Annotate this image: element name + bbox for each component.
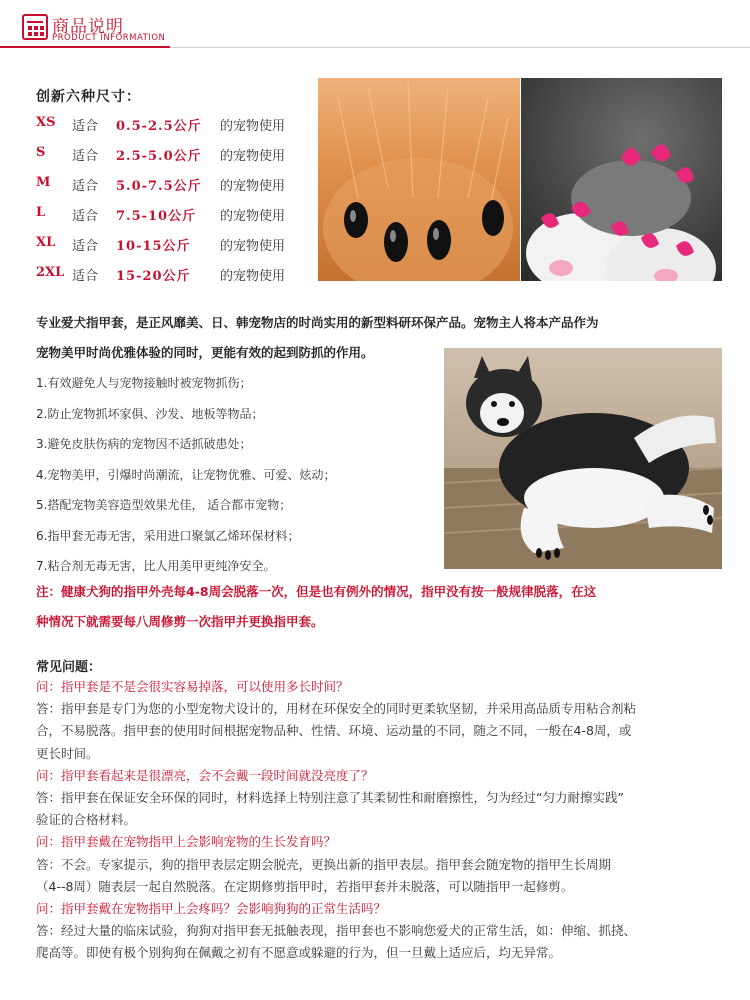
faq-answer-line: 合，不易脱落。指甲套的使用时间根据宠物品种、性情、环境、运动量的不同，随之不同，一般在4-8周，或 [36, 723, 632, 739]
size-code: XL [36, 235, 56, 250]
size-fit-label: 适合 [72, 179, 99, 194]
size-row [36, 115, 316, 145]
faq-answer-line: 验证的合格材料。 [36, 812, 137, 828]
size-fit-label: 适合 [72, 239, 99, 254]
sizes-title: 创新六种尺寸： [36, 89, 141, 105]
size-weight-range: 5.0-7.5公斤 [116, 179, 202, 194]
dog-paw-photo [318, 78, 520, 281]
feature-item: 1.有效避免人与宠物接触时被宠物抓伤； [36, 376, 252, 390]
size-use-label: 的宠物使用 [220, 209, 286, 224]
section-subtitle: PRODUCT INFORMATION [52, 33, 166, 43]
intro-line-2: 宠物美甲时尚优雅体验的同时，更能有效的起到防抓的作用。 [36, 345, 374, 360]
header-accent-bar [0, 46, 170, 48]
section-title: 商品说明 [52, 17, 124, 37]
feature-item: 7.粘合剂无毒无害，比人用美甲更纯净安全。 [36, 559, 276, 573]
note-line-2: 种情况下就需要每八周修剪一次指甲并更换指甲套。 [36, 614, 324, 629]
faq-answer-line: （4--8周）随表层一起自然脱落。在定期修剪指甲时，若指甲套并未脱落，可以随指甲一起修剪。 [36, 878, 574, 894]
husky-dog-photo [444, 348, 722, 569]
faq-title: 常见问题： [36, 660, 102, 675]
size-row [36, 265, 316, 295]
feature-item: 2.防止宠物抓坏家俱、沙发、地板等物品； [36, 406, 264, 421]
note-line-1: 注：健康犬狗的指甲外壳每4-8周会脱落一次，但是也有例外的情况，指甲没有按一般规律脱落，在这 [36, 584, 597, 599]
size-use-label: 的宠物使用 [220, 119, 286, 134]
size-fit-label: 适合 [72, 209, 99, 224]
faq-question: 问：指甲套是不是会很实容易掉落，可以使用多长时间？ [36, 679, 349, 694]
size-code: M [36, 175, 51, 190]
feature-item: 3.避免皮肤伤病的宠物因不适抓破患处； [36, 437, 252, 451]
size-fit-label: 适合 [72, 269, 99, 284]
size-use-label: 的宠物使用 [220, 149, 286, 164]
intro-line-1: 专业爱犬指甲套，是正风靡美、日、韩宠物店的时尚实用的新型料研环保产品。宠物主人将本产品作为 [36, 315, 599, 330]
size-row [36, 235, 316, 265]
size-row [36, 175, 316, 205]
size-code: L [36, 205, 46, 220]
size-code: XS [36, 115, 56, 130]
size-weight-range: 15-20公斤 [116, 269, 191, 284]
size-fit-label: 适合 [72, 119, 99, 134]
cat-paw-photo [521, 78, 722, 281]
feature-item: 4.宠物美甲，引爆时尚潮流，让宠物优雅、可爱、炫动； [36, 467, 336, 482]
size-weight-range: 2.5-5.0公斤 [116, 149, 202, 164]
size-row [36, 205, 316, 235]
feature-item: 5.搭配宠物美容造型效果尤佳， 适合都市宠物； [36, 498, 292, 512]
faq-question: 问：指甲套戴在宠物指甲上会疼吗？会影响狗狗的正常生活吗？ [36, 901, 387, 916]
feature-item: 6.指甲套无毒无害，采用进口聚氯乙烯环保材料； [36, 528, 300, 543]
faq-answer-line: 答：不会。专家提示，狗的指甲表层定期会脱壳，更换出新的指甲表层。指甲套会随宠物的指甲生长周期 [36, 856, 612, 872]
faq-question: 问：指甲套戴在宠物指甲上会影响宠物的生长发育吗？ [36, 834, 337, 850]
size-use-label: 的宠物使用 [220, 269, 286, 284]
size-fit-label: 适合 [72, 149, 99, 164]
size-use-label: 的宠物使用 [220, 179, 286, 194]
size-row [36, 145, 316, 175]
faq-question: 问：指甲套看起来是很漂亮，会不会戴一段时间就没亮度了？ [36, 767, 374, 783]
calendar-icon [22, 14, 48, 40]
size-weight-range: 7.5-10公斤 [116, 209, 197, 224]
size-code: 2XL [36, 265, 65, 280]
size-code: S [36, 145, 46, 160]
size-use-label: 的宠物使用 [220, 239, 286, 254]
size-weight-range: 10-15公斤 [116, 239, 191, 254]
faq-answer-line: 答：指甲套在保证安全环保的同时，材料选择上特别注意了其柔韧性和耐磨擦性，匀为经过“匀力耐擦实践” [36, 790, 624, 805]
faq-answer-line: 爬高等。即使有极个别狗狗在佩戴之初有不愿意或躲避的行为，但一旦戴上适应后，均无异常。 [36, 945, 562, 961]
size-weight-range: 0.5-2.5公斤 [116, 119, 202, 134]
faq-answer-line: 答：经过大量的临床试验，狗狗对指甲套无抵触表现，指甲套也不影响您爱犬的正常生活，如：伸缩、抓挠、 [36, 923, 637, 939]
faq-answer-line: 答：指甲套是专门为您的小型宠物犬设计的，用材在环保安全的同时更柔软坚韧，并采用高品质专用粘合剂粘 [36, 701, 637, 717]
faq-answer-line: 更长时间。 [36, 745, 99, 761]
